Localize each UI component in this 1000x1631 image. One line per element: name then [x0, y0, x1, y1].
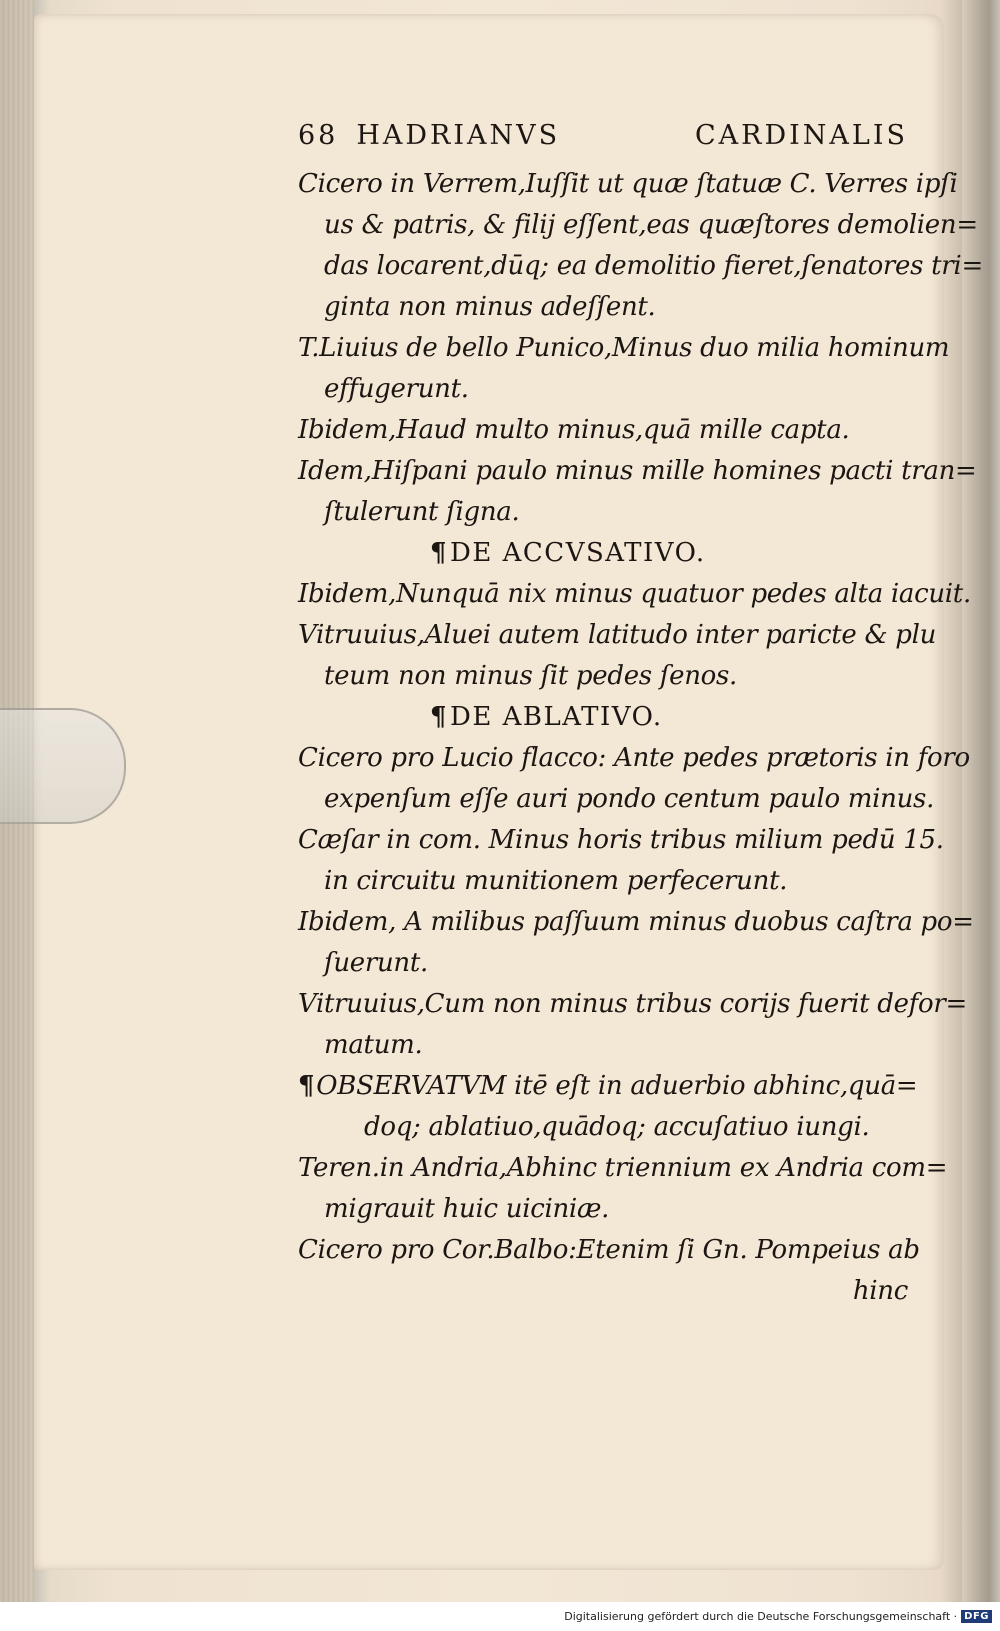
text-line-content: hinc: [852, 1276, 908, 1306]
text-line: [298, 287, 938, 328]
text-line: [298, 1148, 948, 1189]
pilcrow-icon: ¶: [430, 538, 449, 568]
text-line-content: migrauit huic uiciniæ.: [324, 1194, 610, 1224]
text-line: [298, 861, 938, 902]
text-line: [298, 328, 950, 369]
text-line: [298, 533, 938, 574]
page-stack-right: [962, 0, 1000, 1602]
running-head-word-1: HADRIANVS: [356, 120, 561, 151]
text-line-content: expenſum eſſe auri pondo centum paulo minus.: [324, 784, 935, 814]
text-line-content: Vitruuius,Aluei autem latitudo inter paricte & plu: [298, 620, 937, 650]
text-line: [298, 410, 938, 451]
text-line-content: doq; ablatiuo,quādoq; accuſatiuo iungi.: [364, 1112, 870, 1142]
text-line: [298, 943, 938, 984]
credit-text: Digitalisierung gefördert durch die Deutsche Forschungsgemeinschaft ·: [564, 1610, 958, 1623]
page-clip: [0, 708, 126, 824]
text-line-content: Ibidem,Haud multo minus,quā mille capta.: [298, 415, 850, 445]
text-line-content: Vitruuius,Cum non minus tribus corijs fuerit defor=: [298, 989, 967, 1019]
running-head: [356, 120, 908, 151]
folio-number: 68: [298, 120, 339, 151]
text-line-content: ſtulerunt ſigna.: [324, 497, 520, 527]
text-line: [298, 779, 938, 820]
text-line: [298, 615, 938, 656]
text-line: [298, 574, 971, 615]
text-line-content: Ibidem, A milibus paſſuum minus duobus caſtra po=: [298, 907, 974, 937]
text-line-content: T.Liuius de bello Punico,Minus duo milia hominum: [298, 333, 950, 363]
text-line: [298, 369, 938, 410]
text-line-content: Ibidem,Nunquā nix minus quatuor pedes alta iacuit.: [298, 579, 971, 609]
text-line: [298, 492, 938, 533]
text-line: [298, 1025, 938, 1066]
text-line: [298, 164, 958, 205]
text-line: [298, 697, 938, 738]
text-line: [298, 1066, 938, 1107]
text-line-content: Cæſar in com. Minus horis tribus milium pedū 15.: [298, 825, 944, 855]
text-line: [298, 1189, 938, 1230]
text-line: [298, 738, 970, 779]
text-line: [298, 820, 944, 861]
text-line-content: ginta non minus adeſſent.: [324, 292, 656, 322]
text-line: [298, 1271, 938, 1312]
text-line-content: effugerunt.: [324, 374, 469, 404]
running-head-word-2: CARDINALIS: [694, 120, 908, 151]
text-line-content: teum non minus ſit pedes ſenos.: [324, 661, 738, 691]
text-line-content: das locarent,dūq; ea demolitio fieret,ſenatores tri=: [324, 251, 983, 281]
text-line: [298, 656, 938, 697]
pilcrow-icon: ¶: [298, 1071, 315, 1101]
text-line-content: OBSERVATVM itē eſt in aduerbio abhinc,quā=: [316, 1071, 918, 1101]
text-line-content: ſuerunt.: [324, 948, 428, 978]
text-line-content: matum.: [324, 1030, 423, 1060]
text-line: [298, 205, 978, 246]
text-line-content: in circuitu munitionem perfecerunt.: [324, 866, 788, 896]
text-line: [298, 1230, 938, 1271]
text-line-content: Cicero pro Cor.Balbo:Etenim ſi Gn. Pompeius ab: [298, 1235, 920, 1265]
text-line-content: us & patris, & filij eſſent,eas quæſtores demolien=: [324, 210, 978, 240]
text-line: [298, 902, 974, 943]
text-line-content: Idem,Hiſpani paulo minus mille homines pacti tran=: [298, 456, 977, 486]
text-line-content: Cicero pro Lucio flacco: Ante pedes prætoris in foro: [298, 743, 970, 773]
text-line: [298, 1107, 938, 1148]
text-line: [298, 246, 983, 287]
digitization-credit: [0, 1602, 1000, 1631]
text-line: [298, 451, 977, 492]
body-text: [298, 164, 983, 1312]
running-header: [298, 120, 908, 164]
text-line: [298, 984, 967, 1025]
text-line-content: Teren.in Andria,Abhinc triennium ex Andria com=: [298, 1153, 948, 1183]
pilcrow-icon: ¶: [430, 702, 449, 732]
text-line-content: DE ACCVSATIVO.: [450, 538, 706, 568]
text-line-content: Cicero in Verrem,Iuſſit ut quæ ſtatuæ C. Verres ipſi: [298, 169, 958, 199]
dfg-logo: DFG: [961, 1610, 992, 1623]
text-line-content: DE ABLATIVO.: [450, 702, 663, 732]
